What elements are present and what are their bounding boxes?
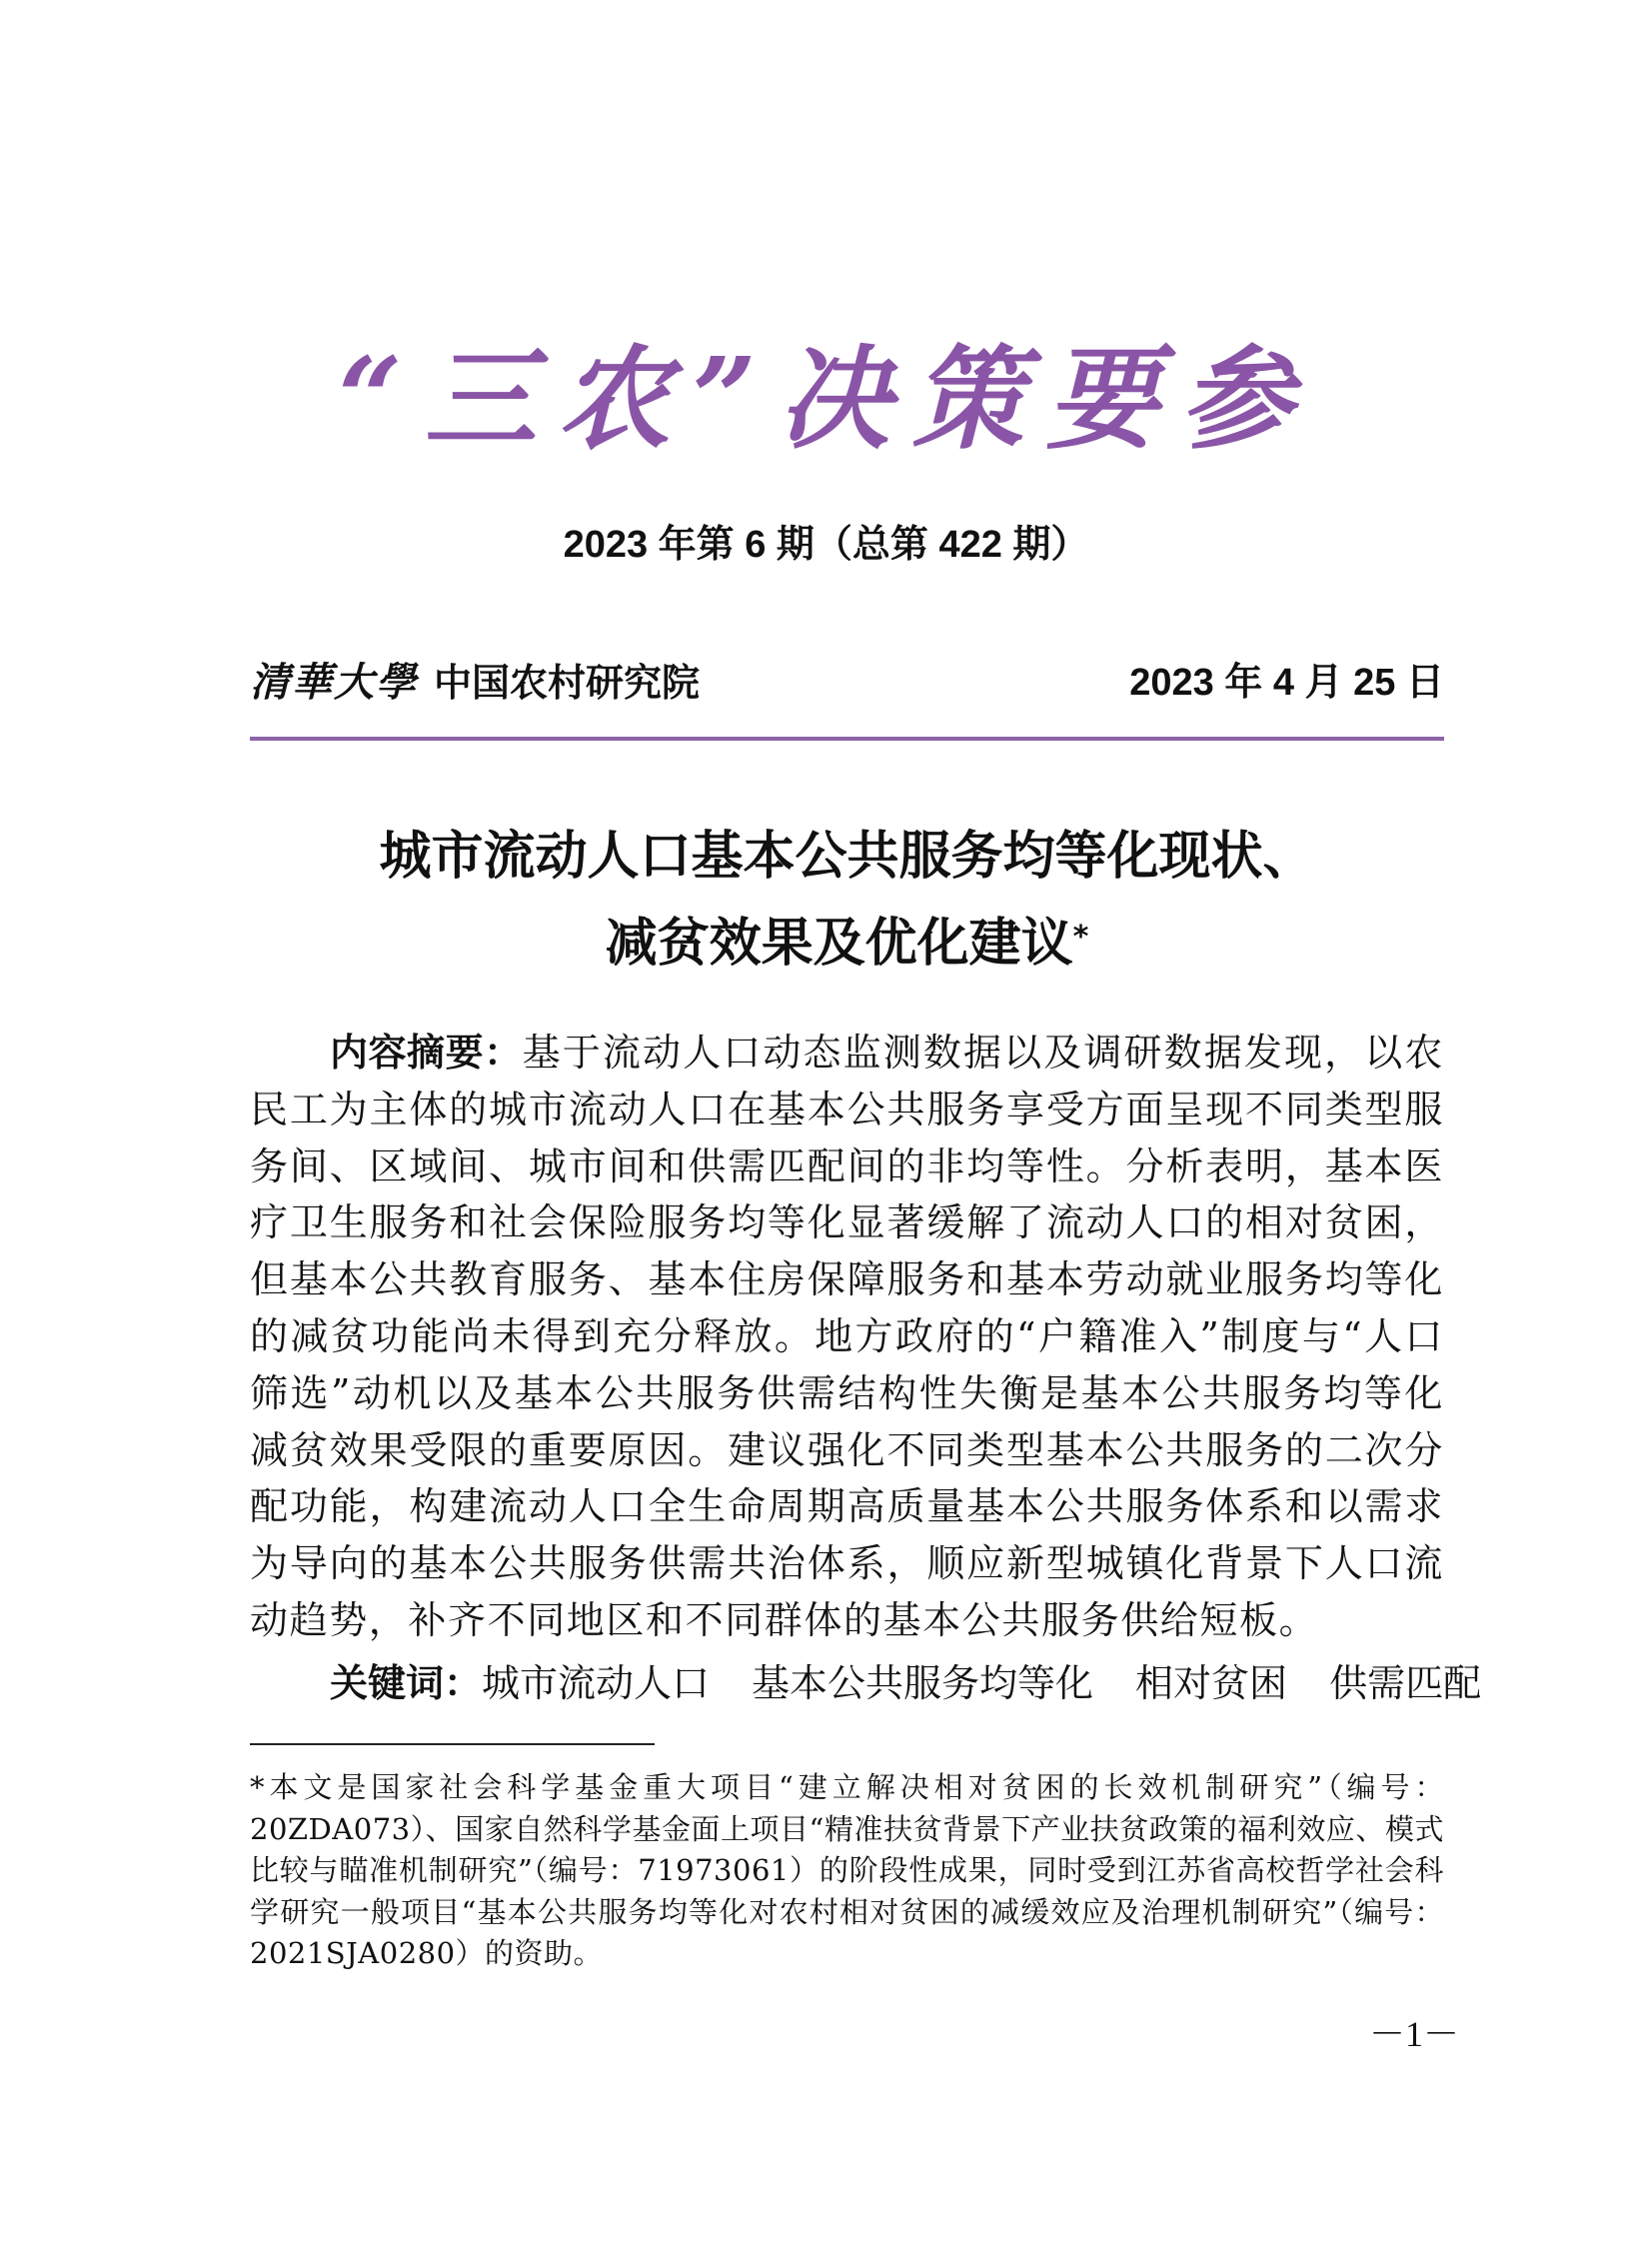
keyword: 城市流动人口 xyxy=(482,1661,711,1705)
keywords-label: 关键词： xyxy=(330,1661,483,1705)
keyword: 相对贫困 xyxy=(1135,1661,1288,1705)
keyword: 基本公共服务均等化 xyxy=(752,1661,1094,1705)
footnote-marker: * xyxy=(1072,920,1089,955)
university-logo: 清華大學 xyxy=(250,659,418,706)
article-title-line-2 xyxy=(250,912,1444,976)
header-divider xyxy=(250,737,1444,741)
keyword: 供需匹配 xyxy=(1329,1661,1482,1705)
page-number: －1－ xyxy=(1369,2014,1460,2054)
publisher xyxy=(250,655,700,711)
publisher-row xyxy=(250,655,1444,715)
footnote-divider xyxy=(250,1743,655,1745)
keywords xyxy=(330,1655,1482,1711)
article-title-line-1: 城市流动人口基本公共服务均等化现状、 xyxy=(379,827,1315,887)
issue-number: 2023 年第 6 期（总第 422 期） xyxy=(563,524,1089,566)
abstract-text: 基于流动人口动态监测数据以及调研数据发现，以农民工为主体的城市流动人口在基本公共服务享受方面呈现不同类型服务间、区域间、城市间和供需匹配间的非均等性。分析表明，基本医疗卫生服务和社会保险服务均等化显著缓解了流动人口的相对贫困，但基本公共教育服务、基本住房保障服务和基本劳动就业服务均等化的减贫功能尚未得到充分释放。地方政府的“户籍准入”制度与“人口筛选”动机以及基本公共服务供需结构性失衡是基本公共服务均等化减贫效果受限的重要原因。建议强化不同类型基本公共服务的二次分配功能，构建流动人口全生命周期高质量基本公共服务体系和以需求为导向的基本公共服务供需共治体系，顺应新型城镇化背景下人口流动趋势，补齐不同地区和不同群体的基本公共服务供给短板。 xyxy=(250,1031,1444,1642)
publisher-name: 中国农村研究院 xyxy=(434,661,701,705)
publication-date: 2023 年 4 月 25 日 xyxy=(1129,662,1444,704)
abstract xyxy=(250,1025,1444,1649)
abstract-label: 内容摘要： xyxy=(330,1031,523,1075)
article-title-text: 减贫效果及优化建议 xyxy=(605,914,1073,974)
footnote: *本文是国家社会科学基金重大项目“建立解决相对贫困的长效机制研究”（编号：20ZDA073）、国家自然科学基金面上项目“精准扶贫背景下产业扶贫政策的福利效应、模式比较与瞄准机制研究”（编号：71973061）的阶段性成果，同时受到江苏省高校哲学社会科学研究一般项目“基本公共服务均等化对农村相对贫困的减缓效应及治理机制研究”（编号：2021SJA0280）的资助。 xyxy=(250,1770,1444,1970)
masthead-title: “三农”决策要参 xyxy=(338,334,1314,465)
